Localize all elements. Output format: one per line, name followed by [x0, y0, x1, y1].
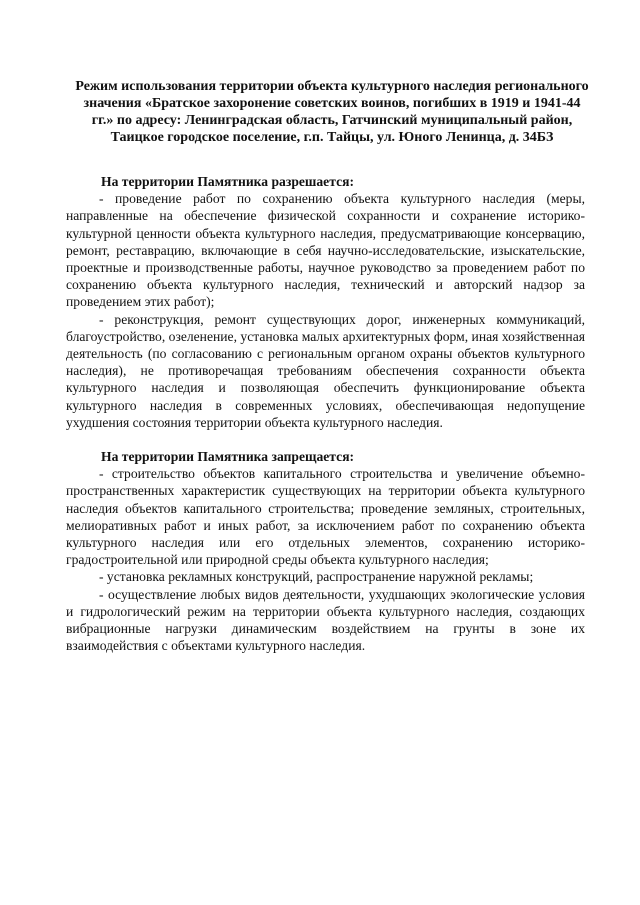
forbidden-item: - строительство объектов капитального строительства и увеличение объемно-пространственных характеристик существующих на территории объекта культурного наследия объектов капитального строительства; проведение земляных, строительных, мелиоративных работ и иных работ, за исключением работ по сохранению объекта культурного наследия или его отдельных элементов, сохранению историко-градостроительной или природной среды объекта культурного наследия;: [66, 466, 585, 568]
allowed-heading: На территории Памятника разрешается:: [101, 174, 354, 189]
forbidden-item: - установка рекламных конструкций, распространение наружной рекламы;: [99, 569, 534, 585]
forbidden-heading: На территории Памятника запрещается:: [101, 449, 355, 465]
forbidden-item: - осуществление любых видов деятельности, ухудшающих экологические условия и гидрологический режим на территории объекта культурного наследия, создающих вибрационные нагрузки динамическим воздействием на грунты в зоне их взаимодействия с объектами культурного наследия.: [66, 586, 585, 654]
allowed-item: - реконструкция, ремонт существующих дорог, инженерных коммуникаций, благоустройство, озеленение, установка малых архитектурных форм, иная хозяйственная деятельность (по согласованию с региональным органом охраны объектов культурного наследия), не противоречащая требованиям обеспечения сохранности объекта культурного наследия и позволяющая обеспечить функционирование объекта культурного наследия в современных условиях, обеспечивающая недопущение ухудшения состояния территории объекта культурного наследия.: [66, 311, 585, 430]
document-title: Режим использования территории объекта культурного наследия регионального значения «Братское захоронение советских воинов, погибших в 1919 и 1941-44 гг.» по адресу: Ленинградская область, Гатчинский муниципальный район, Таицкое городское поселение, г.п. Тайцы, ул. Юного Ленинца, д. 34БЗ: [75, 79, 589, 145]
allowed-item: - проведение работ по сохранению объекта культурного наследия (меры, направленные на обеспечение физической сохранности и сохранение историко-культурной ценности объекта культурного наследия, предусматривающие консервацию, ремонт, реставрацию, включающие в себя научно-исследовательские, изыскательские, проектные и производственные работы, научное руководство за проведением работ по сохранению объекта культурного наследия, технический и авторский надзор за проведением этих работ);: [66, 191, 585, 310]
document-body: [66, 173, 585, 654]
section-spacer: [66, 431, 585, 448]
